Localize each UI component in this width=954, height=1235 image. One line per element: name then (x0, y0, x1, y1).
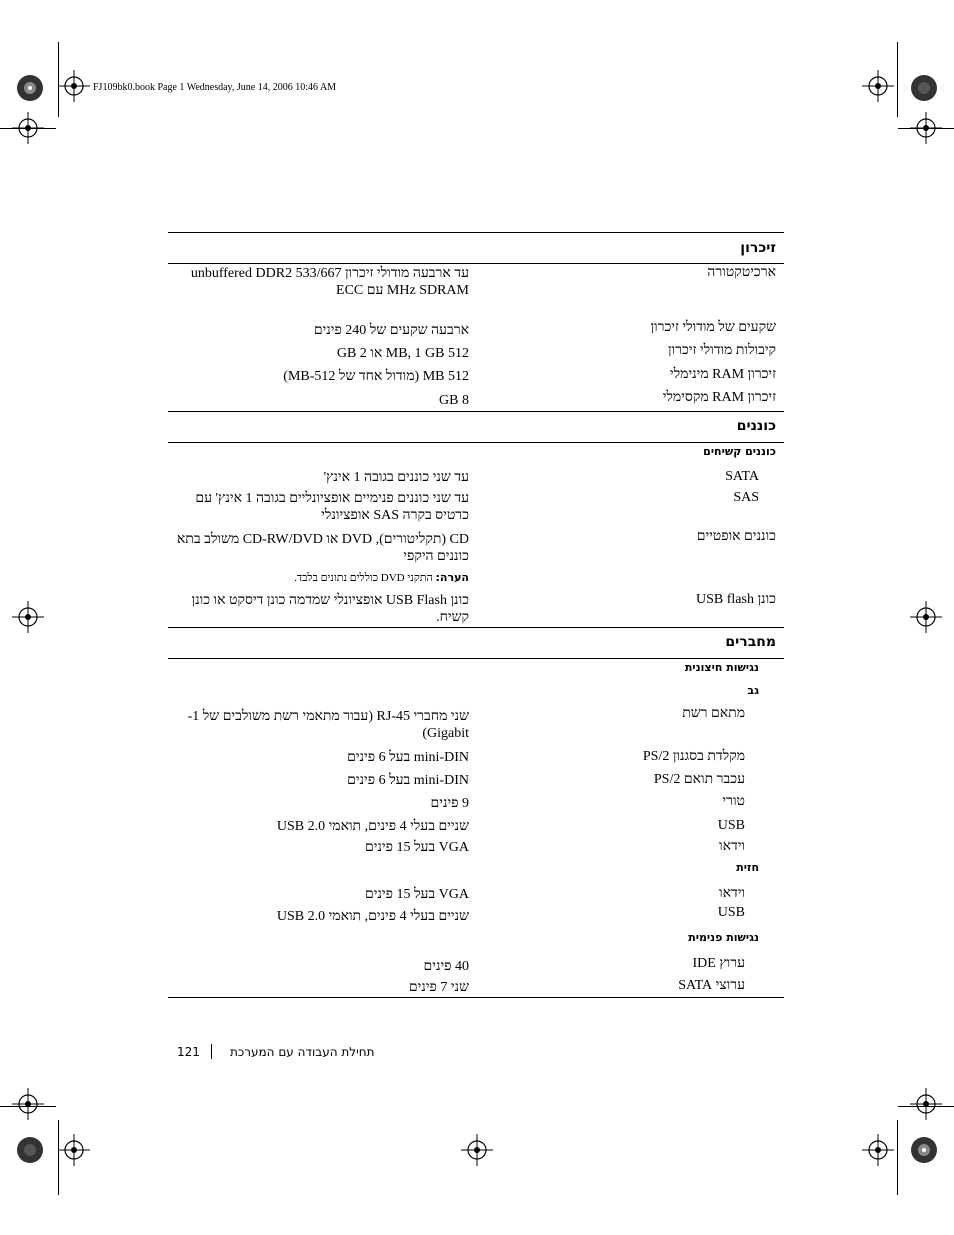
internal-access-subtitle: נגישות פנימית (688, 931, 759, 944)
section-rule (168, 442, 784, 443)
memory-architecture-label: ארכיטקטורה (707, 265, 776, 280)
serial-value: 9 פינים (430, 796, 469, 811)
front-video-value: VGA בעל 15 פינים (364, 887, 469, 902)
section-rule (168, 263, 784, 264)
front-usb-label: USB (717, 905, 745, 920)
hard-drives-subtitle: כוננים קשיחים (703, 445, 776, 458)
registration-mark-icon (12, 1088, 44, 1120)
registration-mark-icon (862, 1134, 894, 1166)
nic-value: שני מחברי RJ-45 (עבור מתאמי רשת משולבים של 1-Gigabit) (187, 709, 469, 741)
sas-value: עד שני כוננים פנימיים אופציונליים בגובה 1 אינץ' עם כרטיס בקרה SAS אופציונלי (195, 491, 469, 523)
footer-title: תחילת העבודה עם המערכת (230, 1045, 375, 1059)
rosette-icon (16, 1136, 44, 1164)
memory-min-value: 512 MB (מודול אחד של 512-MB) (283, 369, 469, 384)
memory-sockets-value: ארבעה שקעים של 240 פינים (313, 323, 469, 338)
header-line: FJ109bk0.book Page 1 Wednesday, June 14, 2006 10:46 AM (93, 82, 337, 93)
footer-separator (211, 1044, 212, 1059)
rosette-icon (16, 74, 44, 102)
memory-max-label: זיכרון RAM מקסימלי (662, 390, 776, 405)
page-number: 121 (177, 1045, 200, 1059)
ps2-keyboard-label: מקלדת בסגנון PS/2 (642, 749, 745, 764)
memory-section-title: זיכרון (740, 240, 776, 256)
registration-mark-icon (862, 70, 894, 102)
back-video-label: וידאו (719, 839, 745, 854)
registration-mark-icon (461, 1134, 493, 1166)
section-rule (168, 627, 784, 628)
back-video-value: VGA בעל 15 פינים (364, 840, 469, 855)
nic-label: מתאם רשת (682, 706, 745, 721)
back-usb-label: USB (717, 818, 745, 833)
ps2-mouse-label: עכבר תואם PS/2 (653, 772, 745, 787)
usb-flash-value: כונן USB Flash אופציונלי שמדמה כונן דיסקט או כונן קשיח. (191, 593, 469, 625)
rosette-icon (910, 74, 938, 102)
dvd-note (169, 569, 469, 587)
memory-min-label: זיכרון RAM מינימלי (669, 367, 776, 382)
back-subtitle: גב (747, 684, 759, 697)
sata-value: עד שני כוננים בגובה 1 אינץ' (323, 470, 469, 485)
ps2-keyboard-value: mini-DIN בעל 6 פינים (347, 750, 469, 765)
sata-channels-value: שני 7 פינים (408, 980, 469, 995)
registration-mark-icon (58, 70, 90, 102)
ps2-mouse-value: mini-DIN בעל 6 פינים (347, 773, 469, 788)
sata-channels-label: ערוצי SATA (678, 978, 745, 993)
note-label: הערה: (435, 571, 469, 584)
rosette-icon (910, 1136, 938, 1164)
section-rule (168, 232, 784, 233)
optical-drives-label: כוננים אופטיים (696, 529, 776, 544)
ide-channel-value: 40 פינים (423, 959, 469, 974)
registration-mark-icon (12, 112, 44, 144)
memory-capacities-label: קיבולות מודולי זיכרון (667, 343, 776, 358)
drives-section-title: כוננים (736, 418, 776, 434)
external-access-subtitle: נגישות חיצונית (684, 661, 759, 674)
crop-mark (897, 42, 898, 117)
registration-mark-icon (910, 1088, 942, 1120)
serial-label: טורי (722, 794, 745, 809)
memory-architecture-value: עד ארבעה מודולי זיכרון unbuffered DDR2 533/667 MHz SDRAM עם ECC (190, 266, 469, 298)
optical-drives-value: CD (תקליטורים), DVD או CD-RW/DVD משולב בתא כוננים היקפי (176, 532, 469, 564)
note-text: התקני DVD כוללים נתונים בלבד. (294, 572, 433, 584)
connectors-section-title: מחברים (725, 634, 776, 650)
usb-flash-label: כונן USB flash (696, 592, 776, 607)
front-video-label: וידאו (719, 886, 745, 901)
registration-mark-icon (58, 1134, 90, 1166)
ide-channel-label: ערוץ IDE (692, 956, 745, 971)
registration-mark-icon (12, 601, 44, 633)
front-subtitle: חזית (736, 861, 759, 874)
section-rule (168, 997, 784, 998)
sata-label: SATA (725, 469, 759, 484)
back-usb-value: שניים בעלי 4 פינים, תואמי USB 2.0 (276, 819, 469, 834)
front-usb-value: שניים בעלי 4 פינים, תואמי USB 2.0 (276, 909, 469, 924)
memory-capacities-value: 512 MB, 1 GB או 2 GB (336, 346, 469, 361)
crop-mark (897, 1120, 898, 1195)
memory-max-value: 8 GB (439, 393, 469, 408)
registration-mark-icon (910, 601, 942, 633)
memory-sockets-label: שקעים של מודולי זיכרון (650, 320, 776, 335)
section-rule (168, 658, 784, 659)
registration-mark-icon (910, 112, 942, 144)
section-rule (168, 411, 784, 412)
sas-label: SAS (733, 490, 759, 505)
